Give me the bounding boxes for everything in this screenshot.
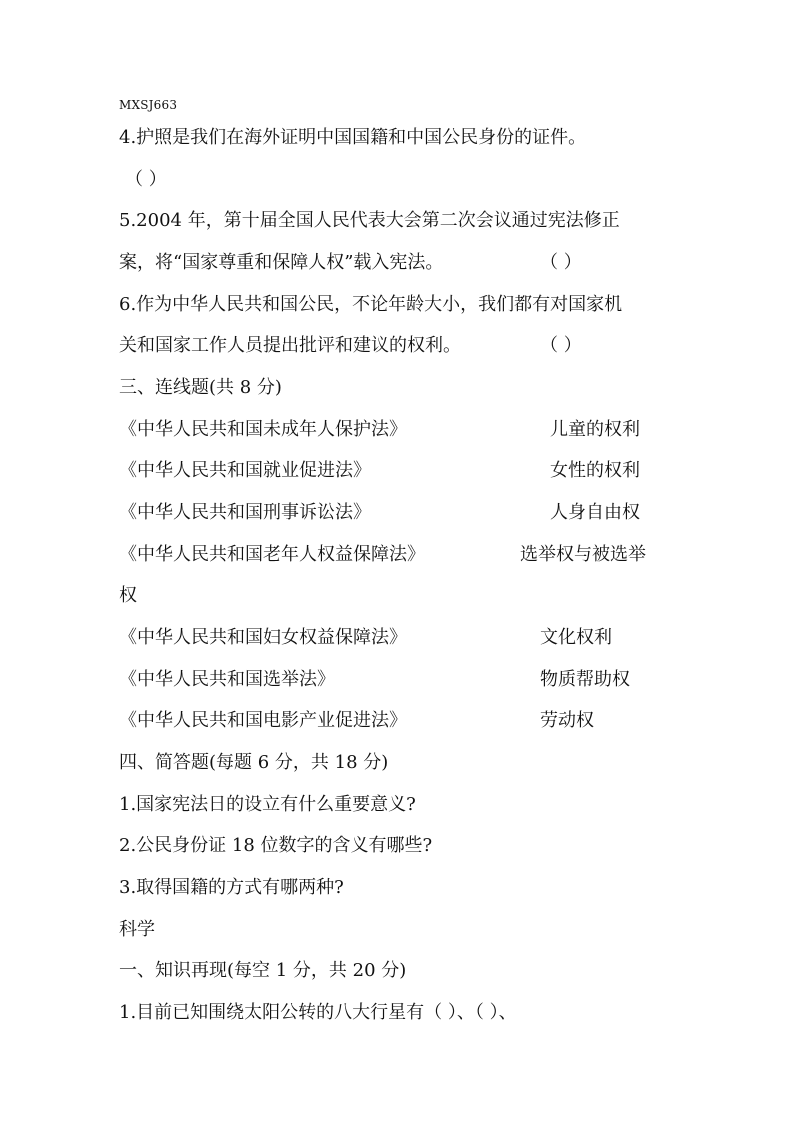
short-answer-3: 3.取得国籍的方式有哪两种? bbox=[119, 877, 344, 898]
right-item: 选举权与被选举 bbox=[520, 544, 646, 565]
question-6-line1: 6.作为中华人民共和国公民，不论年龄大小，我们都有对国家机 bbox=[119, 294, 623, 315]
question-4: 4.护照是我们在海外证明中国国籍和中国公民身份的证件。 bbox=[119, 127, 587, 148]
law-item: 《中华人民共和国妇女权益保障法》 bbox=[119, 627, 407, 648]
short-answer-2: 2.公民身份证 18 位数字的含义有哪些? bbox=[119, 835, 433, 856]
document-code: MXSJ663 bbox=[119, 98, 178, 112]
right-item: 物质帮助权 bbox=[540, 669, 630, 690]
law-item: 《中华人民共和国刑事诉讼法》 bbox=[119, 502, 371, 523]
law-item: 《中华人民共和国未成年人保护法》 bbox=[119, 419, 407, 440]
question-5-line2: 案，将“国家尊重和保障人权”载入宪法。 bbox=[119, 252, 444, 273]
law-item: 《中华人民共和国就业促进法》 bbox=[119, 460, 371, 481]
law-item: 《中华人民共和国电影产业促进法》 bbox=[119, 710, 407, 731]
right-item: 女性的权利 bbox=[550, 460, 640, 481]
right-item: 劳动权 bbox=[540, 710, 594, 731]
answer-blank-4: （ ） bbox=[125, 169, 167, 190]
right-item-wrap: 权 bbox=[119, 585, 137, 606]
question-6-line2: 关和国家工作人员提出批评和建议的权利。 bbox=[119, 335, 461, 356]
right-item: 文化权利 bbox=[540, 627, 612, 648]
question-5-line1: 5.2004 年，第十届全国人民代表大会第二次会议通过宪法修正 bbox=[119, 210, 620, 231]
section-4-title: 四、简答题(每题 6 分，共 18 分) bbox=[119, 752, 389, 773]
law-item: 《中华人民共和国选举法》 bbox=[119, 669, 335, 690]
science-question-1: 1.目前已知围绕太阳公转的八大行星有（ ）、（ ）、 bbox=[119, 1002, 517, 1023]
science-title: 科学 bbox=[119, 919, 155, 940]
law-item: 《中华人民共和国老年人权益保障法》 bbox=[119, 544, 425, 565]
answer-blank-5: （ ） bbox=[540, 252, 582, 273]
science-section-1-title: 一、知识再现(每空 1 分，共 20 分) bbox=[119, 960, 407, 981]
short-answer-1: 1.国家宪法日的设立有什么重要意义? bbox=[119, 794, 416, 815]
right-item: 人身自由权 bbox=[550, 502, 640, 523]
answer-blank-6: （ ） bbox=[540, 335, 582, 356]
section-3-title: 三、连线题(共 8 分) bbox=[119, 377, 282, 398]
right-item: 儿童的权利 bbox=[550, 419, 640, 440]
